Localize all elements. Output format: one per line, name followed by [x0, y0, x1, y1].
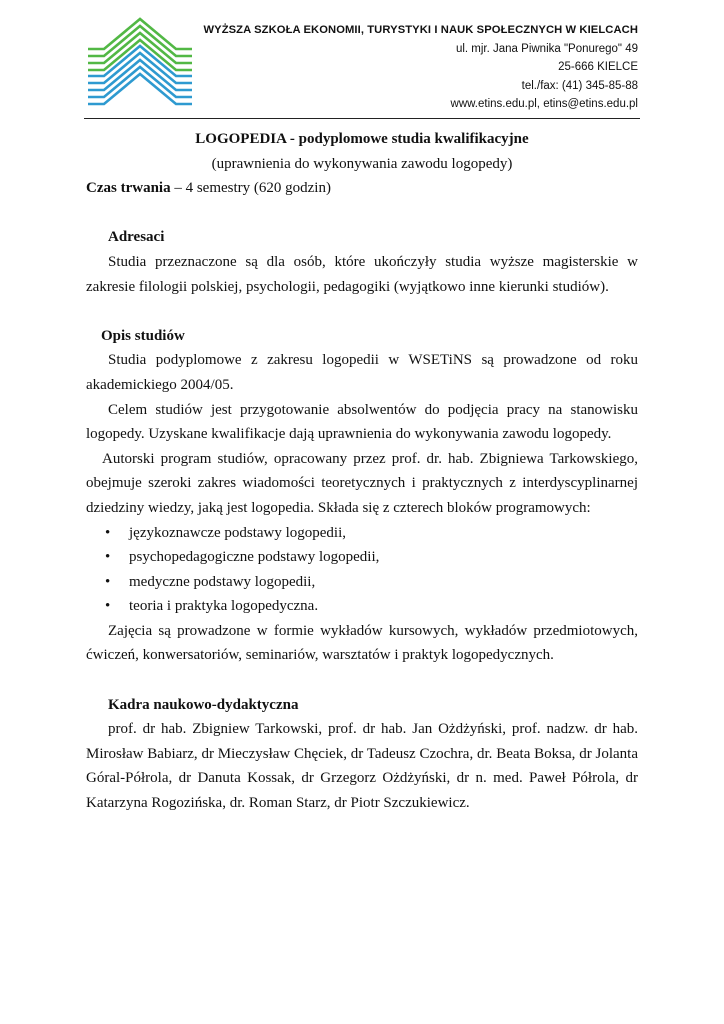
letterhead — [168, 21, 638, 114]
header-divider — [84, 118, 640, 119]
list-item: • psychopedagogiczne podstawy logopedii, — [86, 545, 638, 570]
list-item: • językoznawcze podstawy logopedii, — [86, 521, 638, 546]
section-heading-kadra: Kadra naukowo-dydaktyczna — [108, 696, 299, 713]
opis-paragraph-2: Celem studiów jest przygotowanie absolwentów do podjęcia pracy na stanowisku logopedy. Uzyskane kwalifikacje dają uprawnienia do wykonywania zawodu logopedy. — [86, 401, 638, 443]
bullet-icon: • — [105, 524, 111, 541]
section-heading-adresaci: Adresaci — [108, 229, 165, 246]
kadra-text: prof. dr hab. Zbigniew Tarkowski, prof. dr hab. Jan Ożdżyński, prof. nadzw. dr hab. Mirosław Babiarz, dr Mieczysław Chęciek, dr Tadeusz Czochra, dr. Beata Boksa, dr Jolanta Góral-Półrola, dr Danuta Kossak, dr Grzegorz Ożdżyński, dr n. med. Paweł Półrola, dr Katarzyna Rogozińska, dr. Roman Starz, dr Piotr Szczukiewicz. — [86, 721, 638, 812]
bullet-icon: • — [105, 598, 111, 615]
duration-label: Czas trwania — [86, 180, 171, 197]
program-blocks-list — [86, 521, 638, 619]
school-name: WYŻSZA SZKOŁA EKONOMII, TURYSTYKI I NAUK SPOŁECZNYCH W KIELCACH — [203, 24, 638, 36]
document-title: LOGOPEDIA - podyplomowe studia kwalifikacyjne — [195, 131, 529, 147]
adresaci-text: Studia przeznaczone są dla osób, które ukończyły studia wyższe magisterskie w zakresie filologii polskiej, psychologii, pedagogiki (wyjątkowo inne kierunki studiów). — [86, 253, 638, 295]
duration-line — [86, 176, 638, 201]
duration-value: – 4 semestry (620 godzin) — [170, 180, 331, 197]
list-item: • teoria i praktyka logopedyczna. — [86, 594, 638, 619]
bullet-icon: • — [105, 573, 111, 590]
bullet-icon: • — [105, 549, 111, 566]
opis-paragraph-1: Studia podyplomowe z zakresu logopedii w WSETiNS są prowadzone od roku akademickiego 2004/05. — [86, 352, 638, 393]
opis-paragraph-4: Zajęcia są prowadzone w formie wykładów kursowych, wykładów przedmiotowych, ćwiczeń, konwersatoriów, seminariów, warsztatów i praktyk logopedycznych. — [86, 622, 638, 664]
postal-city: 25-666 KIELCE — [558, 61, 638, 73]
web-email: www.etins.edu.pl, etins@etins.edu.pl — [450, 98, 638, 110]
phone-fax: tel./fax: (41) 345-85-88 — [521, 79, 638, 92]
opis-paragraph-3: Autorski program studiów, opracowany przez prof. dr. hab. Zbigniewa Tarkowskiego, obejmuje szeroki zakres wiadomości teoretycznych i praktycznych z interdyscyplinarnej dziedziny wiedzy, jaką jest logopedia. Składa się z czterech bloków programowych: — [86, 450, 638, 516]
street-address: ul. mjr. Jana Piwnika "Ponurego" 49 — [455, 42, 638, 55]
section-heading-opis: Opis studiów — [101, 327, 185, 344]
document-subtitle: (uprawnienia do wykonywania zawodu logopedy) — [211, 155, 513, 172]
list-item: • medyczne podstawy logopedii, — [86, 570, 638, 595]
document-body — [86, 127, 638, 816]
